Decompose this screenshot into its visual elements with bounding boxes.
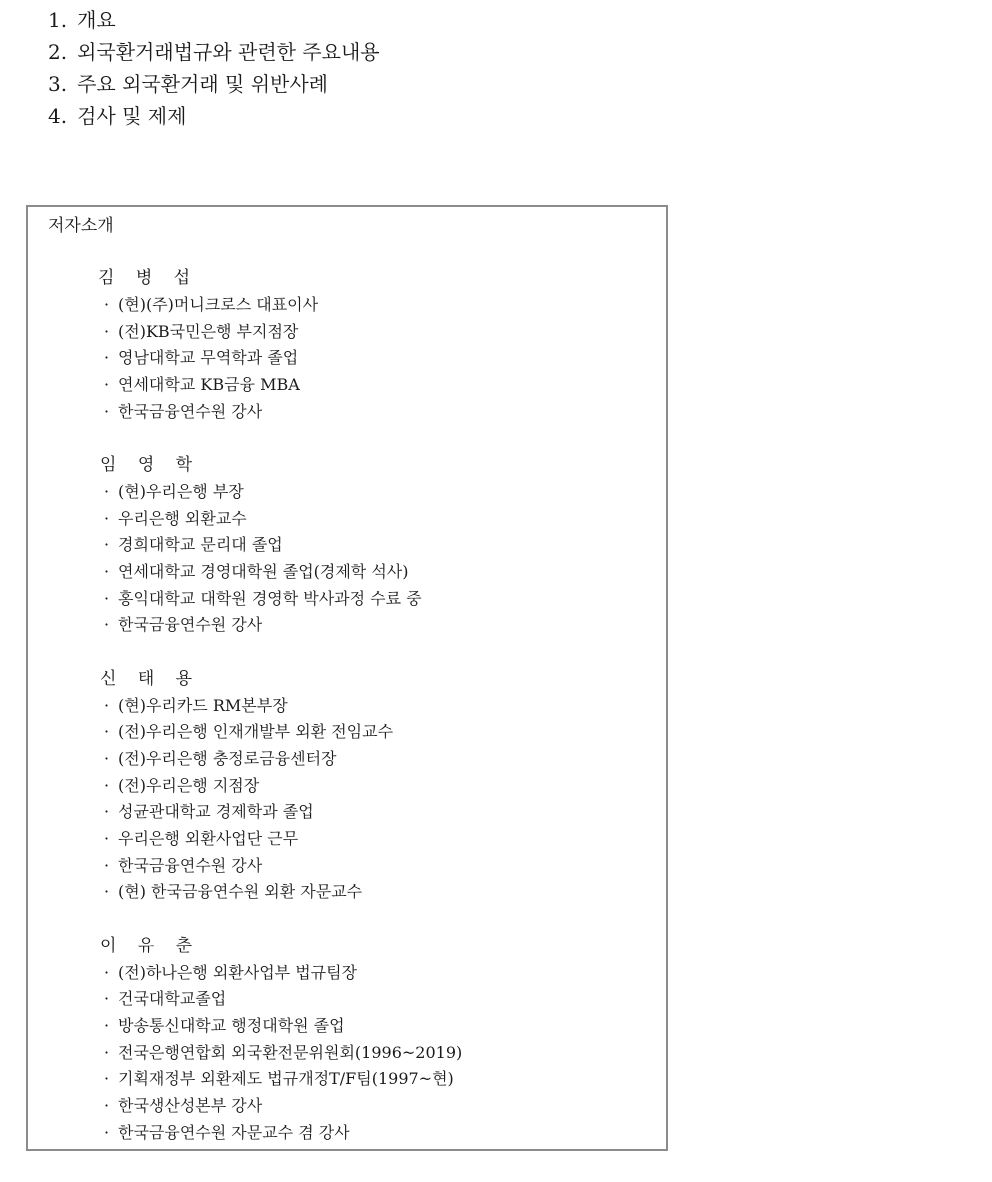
career-text: 한국생산성본부 강사 bbox=[118, 1096, 263, 1115]
career-text: 기획재정부 외환제도 법규개정T/F팀(1997~현) bbox=[118, 1069, 454, 1089]
author-name: 임 영 학 bbox=[100, 454, 201, 475]
toc-number: 4. bbox=[48, 104, 68, 128]
career-text: 방송통신대학교 행정대학원 졸업 bbox=[118, 1015, 345, 1035]
career-item bbox=[90, 506, 656, 533]
author-career-list bbox=[90, 479, 656, 639]
career-item bbox=[90, 1066, 656, 1093]
toc-label: 주요 외국환거래 및 위반사례 bbox=[77, 72, 329, 96]
author-entry bbox=[90, 666, 656, 907]
author-name: 이 유 춘 bbox=[100, 935, 201, 956]
bullet-dot: · bbox=[104, 348, 110, 368]
bullet-dot: · bbox=[104, 802, 110, 822]
bullet-dot: · bbox=[104, 748, 110, 768]
bullet-dot: · bbox=[104, 1069, 110, 1089]
author-name: 신 태 용 bbox=[100, 668, 201, 689]
career-item bbox=[90, 826, 656, 853]
career-item bbox=[90, 479, 656, 506]
career-text: 전국은행연합회 외국환전문위원회(1996~2019) bbox=[118, 1042, 463, 1062]
career-item bbox=[90, 345, 656, 372]
career-text: (전)KB국민은행 부지점장 bbox=[118, 321, 299, 341]
career-item bbox=[90, 799, 656, 826]
career-item bbox=[90, 559, 656, 586]
career-item bbox=[90, 853, 656, 880]
career-item bbox=[90, 612, 656, 639]
bullet-dot: · bbox=[104, 481, 110, 501]
bullet-dot: · bbox=[104, 722, 110, 742]
bullet-dot: · bbox=[104, 962, 110, 982]
author-name: 김 병 섭 bbox=[98, 268, 199, 288]
career-text: (현)우리카드 RM본부장 bbox=[118, 695, 288, 715]
toc-number: 1. bbox=[48, 8, 68, 32]
toc-item bbox=[48, 100, 380, 132]
bullet-dot: · bbox=[104, 989, 110, 1009]
career-item bbox=[90, 1013, 656, 1040]
career-text: 한국금융연수원 자문교수 겸 강사 bbox=[118, 1122, 350, 1142]
career-text: 연세대학교 KB금융 MBA bbox=[118, 375, 300, 395]
bullet-dot: · bbox=[104, 1122, 110, 1142]
bullet-dot: · bbox=[104, 829, 110, 848]
career-text: 성균관대학교 경제학과 졸업 bbox=[118, 802, 314, 822]
author-career-list bbox=[90, 292, 656, 425]
toc-label: 개요 bbox=[77, 8, 116, 32]
bullet-dot: · bbox=[104, 615, 110, 635]
career-text: 건국대학교졸업 bbox=[118, 989, 227, 1009]
career-item bbox=[90, 879, 656, 906]
toc-item bbox=[48, 68, 380, 100]
bullet-dot: · bbox=[104, 508, 110, 528]
career-item bbox=[90, 986, 656, 1013]
career-item bbox=[90, 532, 656, 559]
career-text: (현)(주)머니크로스 대표이사 bbox=[118, 295, 319, 314]
bullet-dot: · bbox=[104, 775, 110, 795]
bullet-dot: · bbox=[104, 321, 110, 341]
career-text: 한국금융연수원 강사 bbox=[118, 855, 263, 875]
bullet-dot: · bbox=[104, 695, 110, 715]
career-text: 우리은행 외환사업단 근무 bbox=[118, 829, 299, 848]
toc-item bbox=[48, 4, 380, 36]
career-item bbox=[90, 960, 656, 987]
bullet-dot: · bbox=[104, 855, 110, 875]
career-item bbox=[90, 693, 656, 720]
career-item bbox=[90, 292, 656, 319]
toc-number: 3. bbox=[48, 72, 68, 96]
career-item bbox=[90, 1040, 656, 1067]
author-entry bbox=[90, 452, 656, 639]
bullet-dot: · bbox=[104, 1042, 110, 1062]
bullet-dot: · bbox=[104, 882, 110, 902]
career-item bbox=[90, 372, 656, 399]
career-text: (현) 한국금융연수원 외환 자문교수 bbox=[118, 882, 363, 902]
bullet-dot: · bbox=[104, 375, 110, 395]
profile-title: 저자소개 bbox=[48, 216, 114, 236]
table-of-contents bbox=[48, 4, 380, 132]
bullet-dot: · bbox=[104, 588, 110, 608]
author-list bbox=[90, 265, 656, 1173]
career-text: 경희대학교 문리대 졸업 bbox=[118, 535, 283, 555]
bullet-dot: · bbox=[104, 295, 110, 314]
author-career-list bbox=[90, 693, 656, 907]
toc-item bbox=[48, 36, 380, 68]
career-text: 우리은행 외환교수 bbox=[118, 508, 247, 528]
career-text: 한국금융연수원 강사 bbox=[118, 615, 263, 635]
bullet-dot: · bbox=[104, 1015, 110, 1035]
career-item bbox=[90, 746, 656, 773]
author-profile-box bbox=[26, 205, 668, 1151]
toc-label: 검사 및 제제 bbox=[77, 104, 187, 128]
bullet-dot: · bbox=[104, 401, 110, 421]
bullet-dot: · bbox=[104, 1096, 110, 1115]
career-item bbox=[90, 319, 656, 346]
toc-label: 외국환거래법규와 관련한 주요내용 bbox=[77, 40, 380, 64]
career-text: 홍익대학교 대학원 경영학 박사과정 수료 중 bbox=[118, 588, 422, 608]
bullet-dot: · bbox=[104, 535, 110, 555]
career-text: 영남대학교 무역학과 졸업 bbox=[118, 348, 299, 368]
career-text: (전)우리은행 지점장 bbox=[118, 775, 260, 795]
career-item bbox=[90, 773, 656, 800]
career-item bbox=[90, 399, 656, 426]
bullet-dot: · bbox=[104, 562, 110, 581]
career-text: 연세대학교 경영대학원 졸업(경제학 석사) bbox=[118, 562, 409, 581]
career-item bbox=[90, 1120, 656, 1147]
career-text: (전)하나은행 외환사업부 법규팀장 bbox=[118, 962, 358, 982]
career-item bbox=[90, 1093, 656, 1120]
toc-number: 2. bbox=[48, 40, 68, 64]
author-career-list bbox=[90, 960, 656, 1147]
career-text: (전)우리은행 인재개발부 외환 전임교수 bbox=[118, 722, 394, 742]
author-entry bbox=[90, 933, 656, 1147]
career-text: 한국금융연수원 강사 bbox=[118, 401, 263, 421]
career-text: (전)우리은행 충정로금융센터장 bbox=[118, 748, 337, 768]
author-entry bbox=[90, 265, 656, 425]
career-item bbox=[90, 719, 656, 746]
career-text: (현)우리은행 부장 bbox=[118, 481, 244, 501]
career-item bbox=[90, 586, 656, 613]
